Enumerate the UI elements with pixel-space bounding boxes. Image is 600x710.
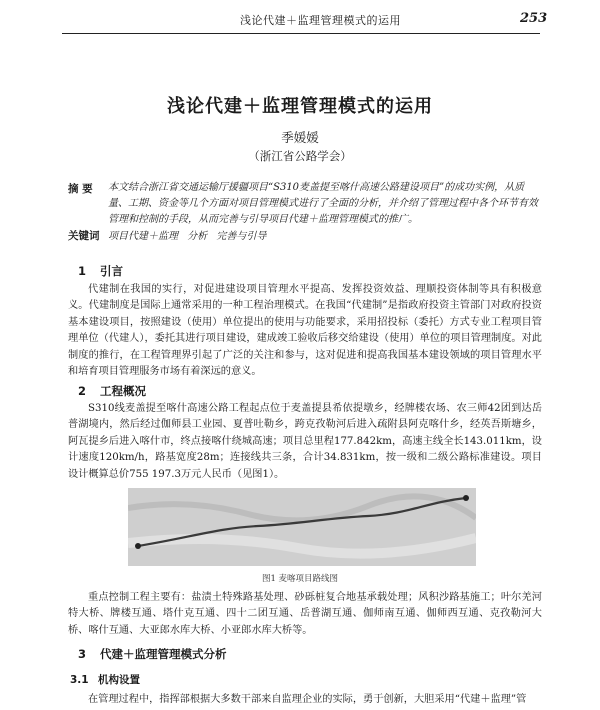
intro-paragraph: 代建制在我国的实行，对促进建设项目管理水平提高、发挥投资效益、理顺投资体制等具有积极意义。代建制度是国际上通常采用的一种工程治理模式。在我国“代建制”是指政府投资主管部门对政府投资基本建设项目，按照建设（使用）单位提出的使用与功能要求，采用招投标（委托）方式专业工程项目管理单位（代建人），委托其进行项目建设，建成竣工验收后移交给建设（使用）单位的项目管理制度。对此制度的推行，在工程管理界引起了广泛的关注和参与，这对促进和提高我国基本建设领域的项目管理水平和培育项目管理服务市场有着深远的意义。 <box>68 284 542 378</box>
article-title: 浅论代建＋监理管理模式的运用 <box>167 96 433 117</box>
author: 季媛媛 <box>281 130 319 145</box>
section-title: 引言 <box>100 264 123 278</box>
abstract-label: 摘 要 <box>68 183 93 195</box>
route-map-figure <box>128 488 476 566</box>
control-works-paragraph: 重点控制工程主要有：盐渍土特殊路基处理、砂砾桩复合地基承载处理；风积沙路基施工；叶尔羌河特大桥、牌楼互通、塔什克互通、四十二团互通、岳普湖互通、伽师南互通、伽师西互通、克孜勒河大桥、喀什互通、大亚郎水库大桥、小亚郎水库大桥等。 <box>68 592 542 636</box>
keywords-label: 关键词 <box>68 230 100 242</box>
subsection-heading <box>70 672 140 687</box>
abstract-text: 本文结合浙江省交通运输厅援疆项目“S310麦盖提至喀什高速公路建设项目”的成功实例，从质量、工期、资金等几个方面对项目管理模式进行了全面的分析，并介绍了管理过程中各个环节有效管理和控制的手段，从而完善与引导项目代建＋监理管理模式的推广。 <box>108 182 538 225</box>
affiliation: （浙江省公路学会） <box>248 149 352 163</box>
page-header <box>0 0 600 34</box>
figure-caption: 图1 麦喀项目路线图 <box>261 574 339 584</box>
section-title: 代建＋监理管理模式分析 <box>100 647 227 661</box>
subsection-title: 机构设置 <box>98 674 140 686</box>
header-rule <box>62 33 540 34</box>
section-title: 工程概况 <box>100 384 146 398</box>
page-number: 253 <box>520 11 548 26</box>
subsection-number: 3.1 <box>70 674 89 686</box>
keywords-text: 项目代建＋监理 分析 完善与引导 <box>108 231 267 242</box>
section-heading-2 <box>78 383 146 399</box>
section-number: 3 <box>78 647 87 661</box>
running-title: 浅论代建＋监理管理模式的运用 <box>240 14 401 27</box>
section-heading-3 <box>78 646 227 662</box>
section-number: 1 <box>78 264 87 278</box>
route-map-image <box>128 488 476 566</box>
section-number: 2 <box>78 384 87 398</box>
project-overview-paragraph: S310线麦盖提至喀什高速公路工程起点位于麦盖提县希依提墩乡，经牌楼农场、农三师42团到达岳普湖境内，然后经过伽师县工业园、夏普吐勒乡，跨克孜勒河后进入疏附县阿克喀什乡，经英吾斯塘乡，阿瓦提乡后进入喀什市，终点接喀什绕城高速；项目总里程177.842km，高速主线全长143.011km，设计速度120km/h，路基宽度28m；连接线共三条，合计34.831km，按一级和二级公路标准建设。项目设计概算总价755 197.3万元人民币（见图1）。 <box>68 403 542 480</box>
section-heading-1 <box>78 263 123 279</box>
management-paragraph: 在管理过程中，指挥部根据大多数干部来自监理企业的实际，勇于创新，大胆采用“代建＋监理”管 <box>88 694 527 705</box>
